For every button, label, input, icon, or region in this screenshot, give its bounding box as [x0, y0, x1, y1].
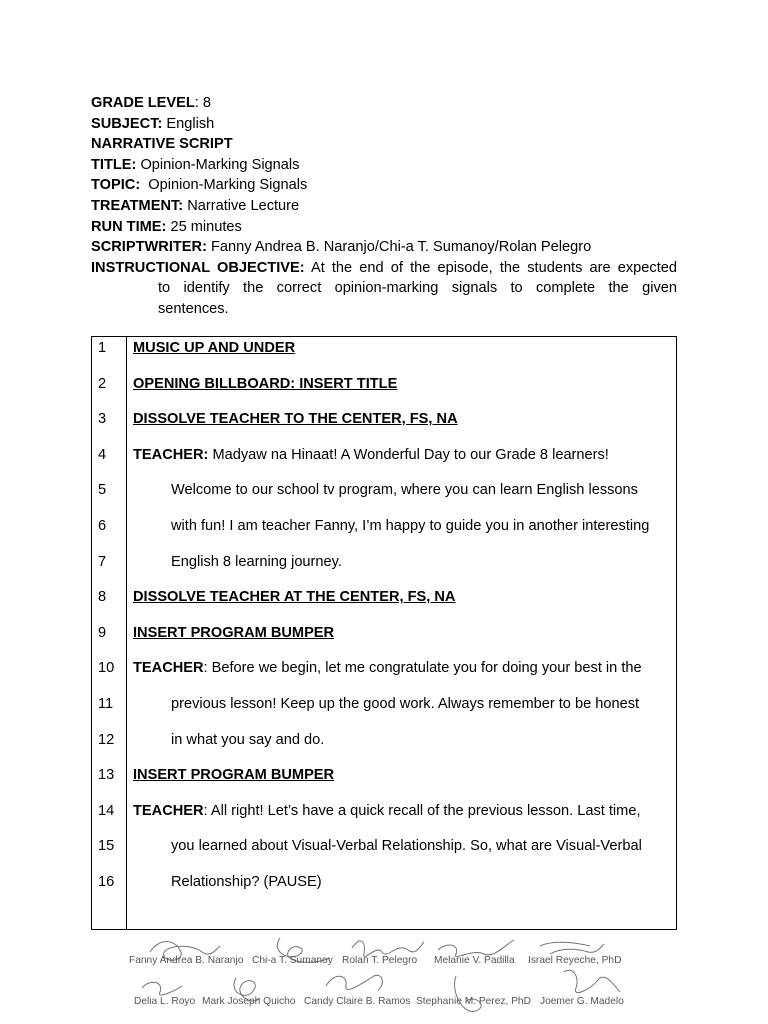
script-row [92, 338, 678, 374]
signature-mark [326, 975, 382, 990]
script-line [133, 801, 670, 821]
line-text: previous lesson! Keep up the good work. Always remember to be honest [171, 696, 640, 712]
signatory-name: Melanie V. Padilla [434, 955, 515, 966]
scriptwriter-value: Fanny Andrea B. Naranjo/Chi-a T. Sumanoy/Rolan Pelegro [206, 239, 592, 256]
objective-line-2: to identify the correct opinion-marking signals to complete the given [158, 280, 677, 297]
signatory-name: Joemer G. Madelo [540, 996, 624, 1007]
signatory-name: Candy Claire B. Ramos [304, 996, 411, 1007]
title-label: TITLE: [91, 156, 137, 173]
signatory-name: Delia L. Royo [134, 996, 196, 1007]
objective-first-line [91, 258, 677, 279]
line-number: 12 [98, 731, 115, 748]
speaker-label: TEACHER [133, 802, 204, 819]
script-line [171, 694, 670, 714]
topic-label: TOPIC: [91, 177, 141, 194]
production-cue [133, 338, 670, 358]
script-row [92, 872, 678, 908]
script-row [92, 694, 678, 730]
objective-line-1: At the end of the episode, the students are expected [304, 259, 677, 276]
script-row [92, 552, 678, 588]
script-line [133, 445, 670, 465]
script-row [92, 801, 678, 837]
grade-level-label: GRADE LEVEL [91, 95, 195, 111]
line-number: 9 [98, 624, 107, 641]
script-row [92, 516, 678, 552]
runtime-label: RUN TIME: [91, 218, 167, 235]
production-cue [133, 587, 670, 607]
title-line [91, 155, 677, 176]
line-number: 16 [98, 874, 115, 890]
topic-value: Opinion-Marking Signals [140, 177, 308, 194]
signature-mark [564, 970, 620, 992]
signatory-name: Mark Joseph Quicho [202, 996, 296, 1007]
line-text: Relationship? (PAUSE) [171, 874, 322, 890]
line-number: 13 [98, 767, 115, 784]
instructional-objective [91, 258, 677, 320]
script-row [92, 587, 678, 623]
production-cue [133, 623, 670, 643]
script-line [171, 516, 670, 536]
topic-line [91, 175, 677, 196]
script-row [92, 836, 678, 872]
treatment-value: Narrative Lecture [183, 197, 300, 214]
line-number: 11 [98, 696, 114, 712]
line-text: in what you say and do. [171, 731, 325, 748]
speaker-label: TEACHER [133, 660, 204, 677]
signature-mark [540, 942, 604, 954]
line-text: : All right! Let’s have a quick recall of the previous lesson. Last time, [203, 802, 641, 819]
cue-text: INSERT PROGRAM BUMPER [133, 767, 335, 784]
cue-text: MUSIC UP AND UNDER [133, 340, 296, 356]
line-number: 10 [98, 660, 115, 677]
script-table [91, 336, 677, 930]
production-cue [133, 765, 670, 785]
title-value: Opinion-Marking Signals [136, 156, 300, 173]
signatory-name: Chi-a T. Sumanoy [252, 955, 333, 966]
production-cue [133, 409, 670, 429]
line-number: 4 [98, 446, 107, 463]
signature-mark [142, 982, 182, 995]
signatory-name: Israel Reyeche, PhD [528, 955, 622, 966]
grade-level-line [91, 93, 677, 114]
script-row [92, 445, 678, 481]
line-number: 3 [98, 411, 107, 428]
cue-text: INSERT PROGRAM BUMPER [133, 624, 335, 641]
script-line [171, 480, 670, 500]
grade-level-value: : 8 [194, 95, 212, 111]
scriptwriter-label: SCRIPTWRITER: [91, 239, 207, 256]
line-text: English 8 learning journey. [171, 553, 342, 570]
subject-value: English [162, 115, 215, 132]
cue-text: DISSOLVE TEACHER AT THE CENTER, FS, NA [133, 589, 456, 606]
line-number: 1 [98, 340, 107, 356]
signatory-name: Fanny Andrea B. Naranjo [129, 955, 244, 966]
cue-text: DISSOLVE TEACHER TO THE CENTER, FS, NA [133, 411, 458, 428]
cue-text: OPENING BILLBOARD: INSERT TITLE [133, 375, 398, 392]
line-number: 8 [98, 589, 107, 606]
runtime-line [91, 217, 677, 238]
script-header [91, 93, 677, 320]
script-type: NARRATIVE SCRIPT [91, 136, 233, 153]
objective-label: INSTRUCTIONAL OBJECTIVE: [91, 259, 305, 276]
script-line [171, 552, 670, 572]
script-row [92, 658, 678, 694]
line-number: 2 [98, 375, 107, 392]
subject-line [91, 114, 677, 135]
script-line [171, 730, 670, 750]
objective-line-3: sentences. [158, 300, 229, 317]
line-number: 14 [98, 802, 115, 819]
treatment-label: TREATMENT: [91, 197, 184, 214]
line-text: you learned about Visual-Verbal Relationship. So, what are Visual-Verbal [171, 838, 642, 855]
line-number: 5 [98, 482, 107, 499]
runtime-value: 25 minutes [166, 218, 242, 235]
subject-label: SUBJECT: [91, 115, 163, 132]
speaker-label: TEACHER: [133, 446, 209, 463]
script-row [92, 730, 678, 766]
script-row [92, 374, 678, 410]
production-cue [133, 374, 670, 394]
line-number: 7 [98, 553, 107, 570]
script-type-line [91, 134, 677, 155]
script-row [92, 409, 678, 445]
script-line [171, 872, 670, 892]
line-number: 15 [98, 838, 115, 855]
script-line [171, 836, 670, 856]
signature-scribbles [120, 932, 640, 1024]
scriptwriter-line [91, 237, 677, 258]
script-line [133, 658, 670, 678]
line-text: : Before we begin, let me congratulate you for doing your best in the [203, 660, 642, 677]
line-text: Madyaw na Hinaat! A Wonderful Day to our Grade 8 learners! [208, 446, 609, 463]
signatory-name: Rolan T. Pelegro [342, 955, 418, 966]
treatment-line [91, 196, 677, 217]
signatory-name: Stephanie M. Perez, PhD [416, 996, 531, 1007]
script-row [92, 480, 678, 516]
line-text: with fun! I am teacher Fanny, I’m happy to guide you in another interesting [171, 518, 650, 534]
signature-block [120, 932, 640, 1024]
line-text: Welcome to our school tv program, where you can learn English lessons [171, 482, 638, 499]
script-row [92, 623, 678, 659]
script-row [92, 765, 678, 801]
line-number: 6 [98, 518, 107, 534]
